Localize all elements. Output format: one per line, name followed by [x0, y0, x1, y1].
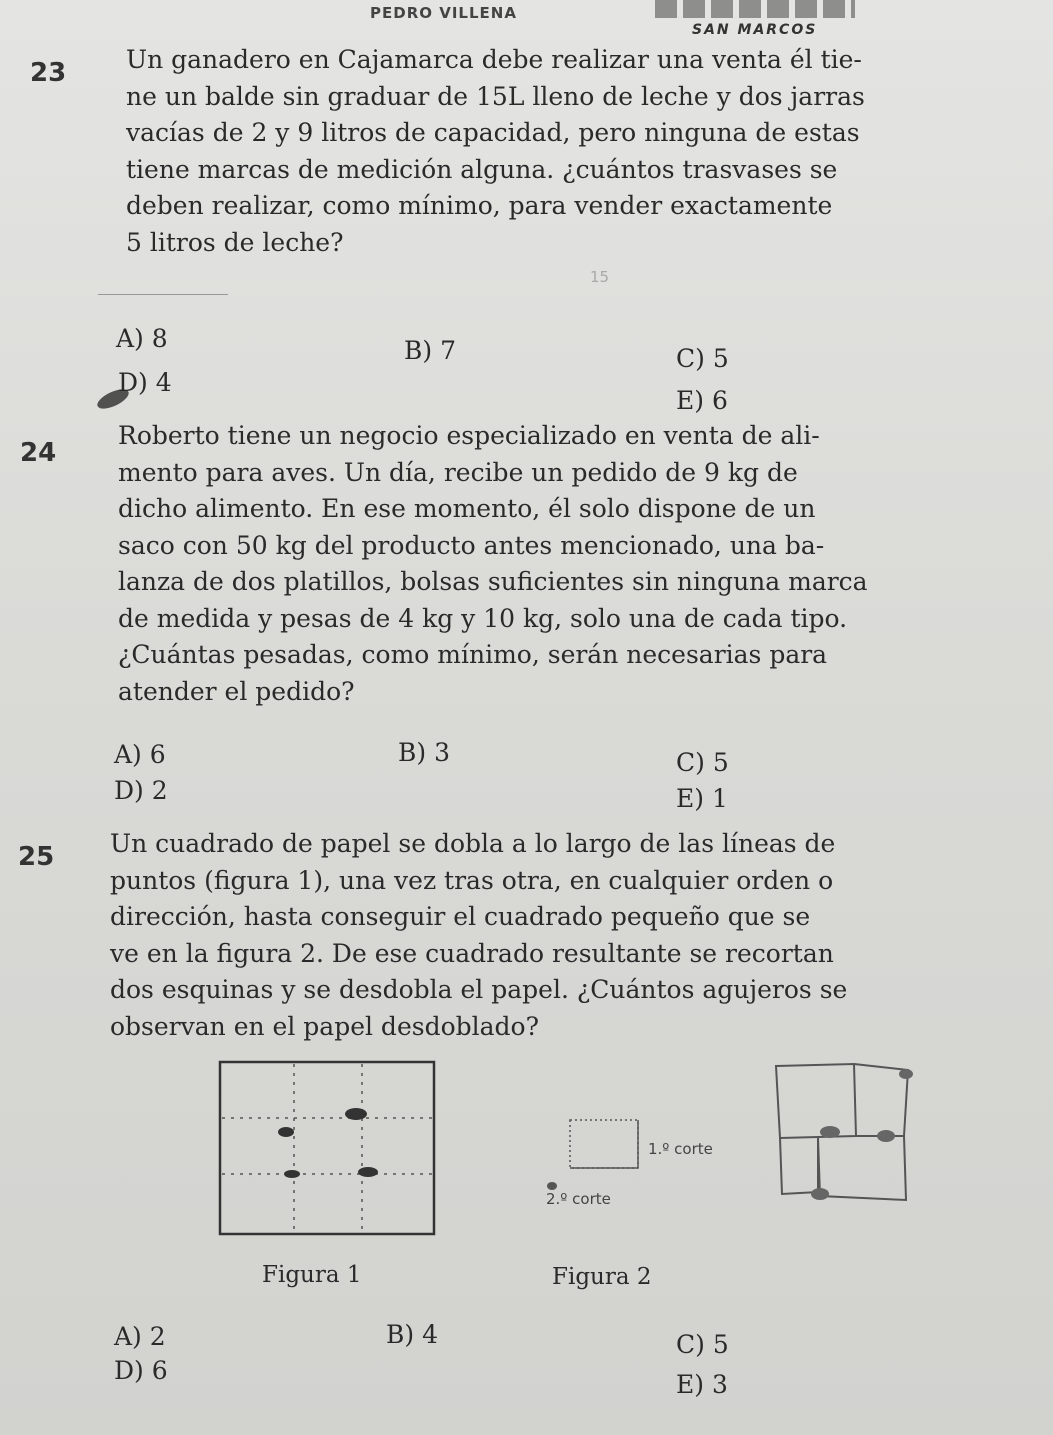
option-25-d[interactable]: D) 6 [114, 1356, 168, 1385]
text-line: observan en el papel desdoblado? [110, 1011, 539, 1041]
text-line: saco con 50 kg del producto antes mencionado, una ba- [118, 530, 825, 560]
figure-2-caption: Figura 2 [552, 1264, 652, 1290]
pen-mark [899, 1069, 913, 1079]
option-24-a[interactable]: A) 6 [114, 740, 166, 769]
option-25-e[interactable]: E) 3 [676, 1370, 728, 1399]
pen-mark [877, 1130, 895, 1142]
option-23-a[interactable]: A) 8 [116, 324, 168, 353]
text-line: vacías de 2 y 9 litros de capacidad, pero ninguna de estas [126, 118, 860, 147]
text-line: lanza de dos platillos, bolsas suficientes sin ninguna marca [118, 567, 868, 596]
cut-label-1: 1.º corte [648, 1140, 713, 1158]
text-line: ¿Cuántas pesadas, como mínimo, serán necesarias para [118, 640, 828, 669]
header-left: PEDRO VILLENA [370, 4, 517, 22]
question-24-text [118, 418, 958, 710]
figure-2-square [570, 1120, 638, 1168]
option-23-e[interactable]: E) 6 [676, 386, 728, 415]
text-line: mento para aves. Un día, recibe un pedido de 9 kg de [118, 457, 798, 487]
option-23-d[interactable]: D) 4 [118, 368, 172, 397]
text-line: Un cuadrado de papel se dobla a lo largo de las líneas de [110, 829, 836, 858]
text-line: ve en la figura 2. De ese cuadrado resultante se recortan [110, 938, 834, 968]
text-line: 5 litros de leche? [126, 227, 344, 257]
option-24-c[interactable]: C) 5 [676, 748, 729, 777]
option-25-a[interactable]: A) 2 [114, 1322, 166, 1351]
cut-label-2: 2.º corte [546, 1190, 611, 1208]
option-25-b[interactable]: B) 4 [386, 1320, 438, 1349]
pen-mark [820, 1126, 840, 1138]
question-23-number: 23 [30, 58, 67, 88]
text-line: ne un balde sin graduar de 15L lleno de leche y dos jarras [126, 81, 865, 111]
pen-mark [284, 1170, 300, 1178]
hand-sketch [768, 1056, 928, 1216]
option-24-b[interactable]: B) 3 [398, 738, 450, 767]
text-line: dicho alimento. En ese momento, él solo dispone de un [118, 494, 816, 523]
question-25-text [110, 826, 960, 1045]
figure-1-caption: Figura 1 [262, 1262, 362, 1288]
pen-mark [358, 1167, 378, 1177]
header-stamp [655, 0, 855, 18]
question-23-text [126, 42, 941, 261]
pen-mark [345, 1108, 367, 1120]
margin-note: 15 [590, 268, 610, 286]
text-line: tiene marcas de medición alguna. ¿cuántos trasvases se [126, 154, 838, 184]
question-25-number: 25 [18, 842, 55, 872]
option-25-c[interactable]: C) 5 [676, 1330, 729, 1359]
figure-1 [216, 1056, 440, 1240]
pen-mark [547, 1182, 557, 1190]
sketch-square [818, 1136, 906, 1200]
text-line: dirección, hasta conseguir el cuadrado pequeño que se [110, 902, 811, 931]
text-line: dos esquinas y se desdobla el papel. ¿Cuántos agujeros se [110, 975, 848, 1004]
text-line: atender el pedido? [118, 676, 355, 706]
option-23-c[interactable]: C) 5 [676, 344, 729, 373]
question-24-number: 24 [20, 438, 57, 468]
figure-2 [540, 1100, 650, 1200]
header-right: SAN MARCOS [692, 22, 818, 38]
option-24-e[interactable]: E) 1 [676, 784, 728, 813]
text-line: puntos (figura 1), una vez tras otra, en cualquier orden o [110, 865, 834, 895]
text-line: deben realizar, como mínimo, para vender exactamente [126, 191, 833, 220]
figure-1-square [220, 1062, 434, 1234]
pen-mark [811, 1188, 829, 1200]
text-line: de medida y pesas de 4 kg y 10 kg, solo una de cada tipo. [118, 603, 848, 633]
sketch-square [780, 1138, 818, 1194]
pen-mark [278, 1127, 294, 1137]
option-24-d[interactable]: D) 2 [114, 776, 168, 805]
text-line: Roberto tiene un negocio especializado en venta de ali- [118, 421, 820, 450]
option-23-b[interactable]: B) 7 [404, 336, 456, 365]
text-line: Un ganadero en Cajamarca debe realizar una venta él tie- [126, 45, 862, 74]
sketch-square [776, 1064, 856, 1138]
divider [98, 294, 228, 295]
